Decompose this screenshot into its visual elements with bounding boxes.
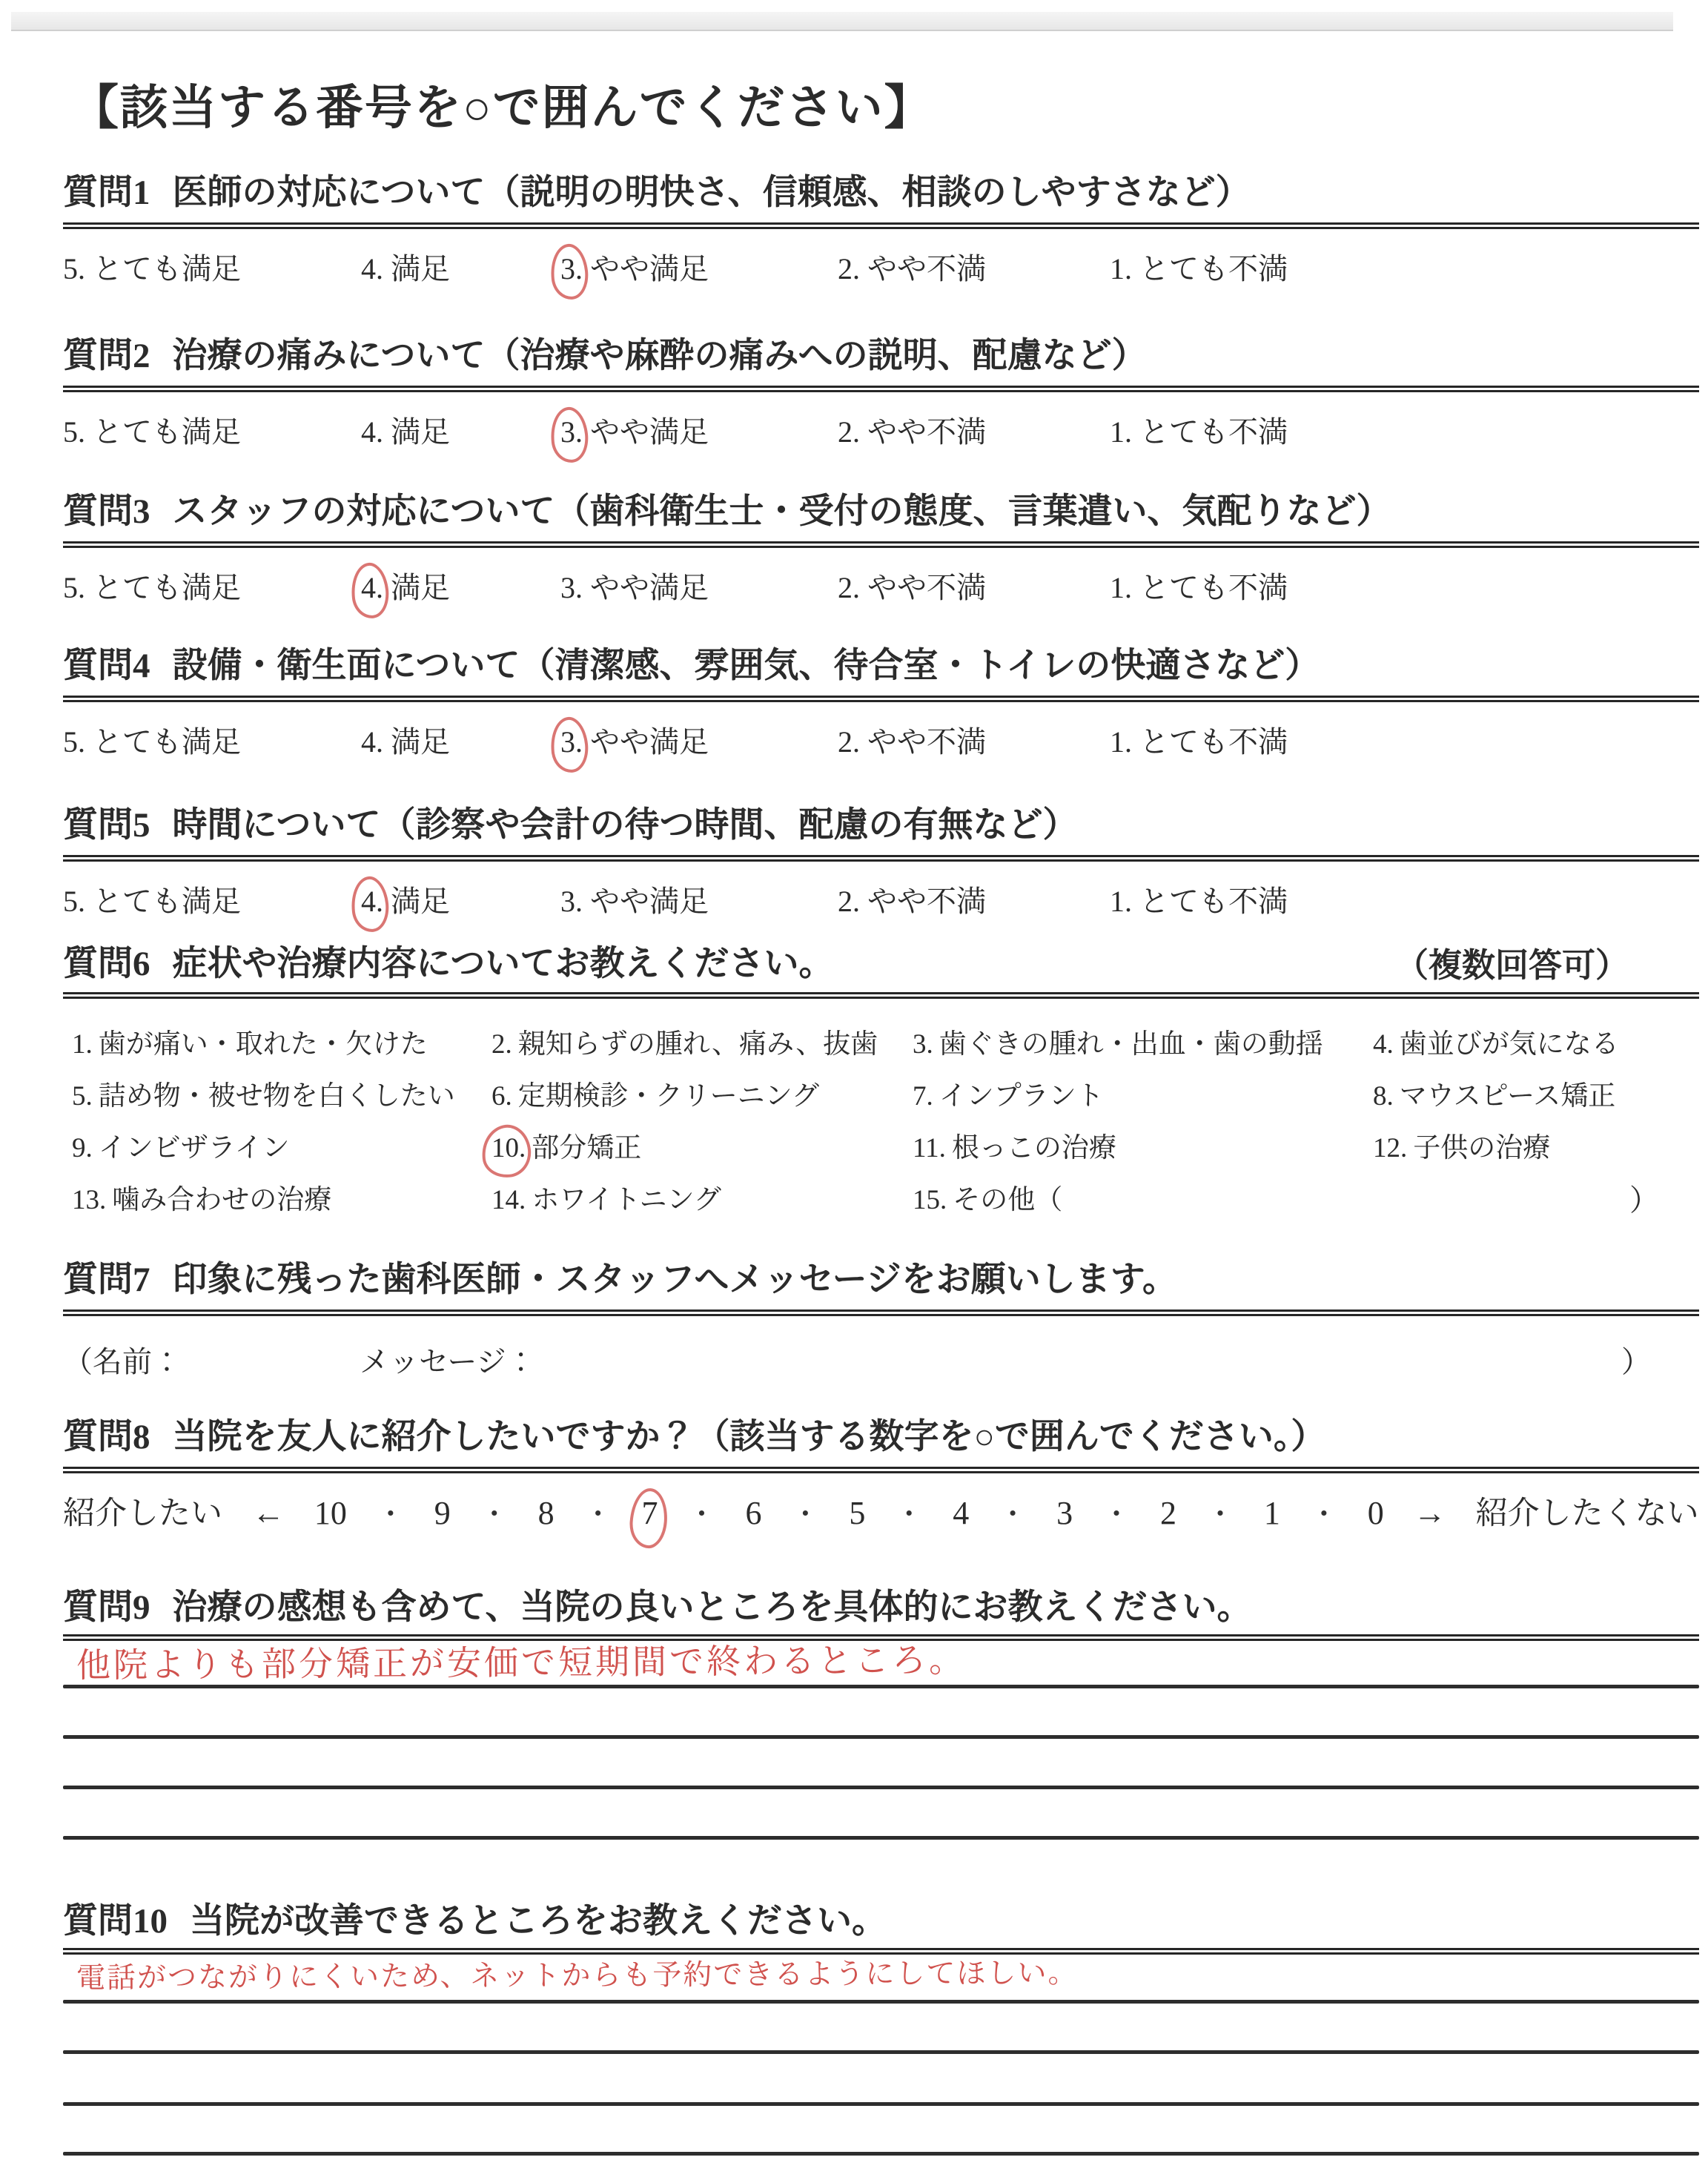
dot-separator: ・ (376, 1499, 405, 1530)
rating-option-label: とても満足 (93, 571, 241, 604)
rating-option-number[interactable]: 2. (838, 415, 860, 449)
nps-number-3[interactable]: 3 (1056, 1495, 1073, 1531)
rating-option-1 (1110, 564, 1288, 607)
rating-option-number[interactable]: 4. (361, 415, 383, 449)
answer-line (63, 2102, 1699, 2106)
question-5-block (63, 805, 1699, 925)
right-arrow-icon: → (1413, 1495, 1446, 1531)
nps-number-10[interactable]: 10 (314, 1495, 347, 1531)
rating-option-2 (838, 719, 986, 761)
option-label: 噛み合わせの治療 (112, 1185, 332, 1215)
nps-number-0[interactable]: 0 (1367, 1495, 1384, 1531)
nps-number-1[interactable]: 1 (1263, 1495, 1280, 1531)
treatment-option-12 (1373, 1125, 1550, 1165)
rating-option-1 (1110, 245, 1288, 288)
handwritten-answer-q10: 電話がつながりにくいため、ネットからも予約できるようにしてほしい。 (76, 1957, 1079, 1995)
heading-underline (63, 992, 1699, 999)
treatment-option-6 (491, 1073, 819, 1113)
rating-option-2 (838, 245, 986, 288)
question-8-block (63, 1416, 1699, 1542)
treatment-option-8 (1373, 1073, 1615, 1113)
rating-options-row (63, 714, 1699, 766)
rating-option-number[interactable]: 1. (1110, 252, 1132, 285)
option-number[interactable]: 1. (72, 1029, 93, 1060)
rating-options-row (63, 404, 1699, 456)
rating-options-row (63, 873, 1699, 925)
page-title: 【該当する番号を○で囲んでください】 (71, 82, 933, 134)
nps-right-label: 紹介したくない (1475, 1496, 1699, 1531)
rating-option-number[interactable]: 1. (1110, 885, 1132, 918)
option-number[interactable]: 14. (491, 1185, 526, 1215)
option-label: マウスピース矯正 (1399, 1081, 1616, 1112)
rating-option-5 (63, 564, 241, 607)
multiple-answers-note: （複数回答可） (1394, 947, 1629, 984)
question-6-heading (63, 943, 1699, 985)
option-number[interactable]: 15. (913, 1185, 947, 1215)
rating-option-label: とても不満 (1139, 725, 1288, 759)
treatment-option-7 (913, 1073, 1104, 1113)
answer-line (63, 1836, 1699, 1840)
rating-option-label: やや不満 (867, 415, 986, 449)
treatment-options-grid (63, 1015, 1699, 1223)
treatment-options-row (63, 1119, 1699, 1171)
rating-option-label: とても満足 (93, 415, 241, 449)
heading-underline (63, 1309, 1699, 1316)
rating-option-label: やや満足 (590, 252, 709, 285)
question-5-heading (63, 805, 1699, 846)
circled-rating-number[interactable]: 3. (560, 725, 583, 759)
handwritten-answer-q9: 他院よりも部分矯正が安価で短期間で終わるところ。 (76, 1641, 967, 1685)
dot-separator: ・ (583, 1499, 612, 1530)
option-number[interactable]: 13. (72, 1185, 107, 1215)
rating-option-number[interactable]: 2. (838, 725, 860, 759)
rating-option-label: やや不満 (867, 571, 986, 604)
dot-separator: ・ (999, 1499, 1027, 1530)
rating-option-label: とても満足 (93, 725, 241, 759)
rating-option-4 (361, 245, 450, 288)
option-number[interactable]: 11. (913, 1133, 946, 1163)
question-9-heading (63, 1587, 1699, 1628)
rating-option-1 (1110, 878, 1288, 920)
question-4-heading (63, 645, 1699, 687)
q7-name-label: （名前： (63, 1345, 182, 1378)
q6-other-close-paren: ） (1629, 1183, 1659, 1217)
dot-separator: ・ (1102, 1499, 1131, 1530)
question-text: 印象に残った歯科医師・スタッフへメッセージをお願いします。 (172, 1261, 1177, 1299)
nps-scale-row (63, 1488, 1699, 1542)
rating-option-number[interactable]: 5. (63, 885, 85, 918)
rating-option-number[interactable]: 1. (1110, 571, 1132, 604)
heading-underline (63, 855, 1699, 862)
question-7-block (63, 1259, 1699, 1378)
rating-option-number[interactable]: 4. (361, 725, 383, 759)
question-text: 設備・衛生面について（清潔感、雰囲気、待合室・トイレの快適さなど） (172, 647, 1320, 685)
question-label: 質問8 (63, 1418, 150, 1456)
question-1-heading (63, 172, 1699, 214)
question-label: 質問3 (63, 492, 150, 531)
question-label: 質問7 (63, 1261, 150, 1299)
question-text: 時間について（診察や会計の待つ時間、配慮の有無など） (172, 806, 1078, 845)
question-label: 質問1 (63, 174, 150, 212)
rating-options-row (63, 241, 1699, 293)
treatment-option-9 (72, 1125, 290, 1165)
rating-option-2 (838, 878, 986, 920)
rating-option-3 (560, 245, 709, 288)
rating-option-label: 満足 (391, 252, 450, 285)
rating-option-label: やや満足 (590, 571, 709, 604)
rating-option-number[interactable]: 3. (560, 571, 583, 604)
option-label: 歯並びが気になる (1399, 1029, 1619, 1060)
question-label: 質問2 (63, 337, 150, 375)
circled-rating-number[interactable]: 4. (361, 885, 383, 918)
question-label: 質問10 (63, 1902, 168, 1941)
rating-option-label: 満足 (391, 571, 450, 604)
nps-number-6[interactable]: 6 (745, 1495, 762, 1531)
rating-option-number[interactable]: 2. (838, 571, 860, 604)
rating-option-label: とても不満 (1139, 252, 1288, 285)
option-label: 親知らずの腫れ、痛み、抜歯 (517, 1029, 878, 1060)
rating-option-label: やや満足 (590, 885, 709, 918)
rating-option-3 (560, 719, 709, 761)
question-text: 当院が改善できるところをお教えください。 (190, 1902, 887, 1941)
rating-option-label: とても不満 (1139, 571, 1288, 604)
question-text: スタッフの対応について（歯科衛生士・受付の態度、言葉遣い、気配りなど） (172, 492, 1391, 531)
heading-underline (63, 696, 1699, 702)
question-text: 医師の対応について（説明の明快さ、信頼感、相談のしやすさなど） (172, 174, 1251, 212)
rating-option-5 (63, 245, 241, 288)
q7-message-label: メッセージ： (360, 1345, 536, 1378)
rating-option-number[interactable]: 2. (838, 885, 860, 918)
rating-option-label: とても満足 (93, 252, 241, 285)
nps-number-8[interactable]: 8 (537, 1495, 555, 1531)
rating-option-number[interactable]: 4. (361, 252, 383, 285)
option-label: 歯ぐきの腫れ・出血・歯の動揺 (939, 1029, 1323, 1060)
rating-option-label: とても満足 (93, 885, 241, 918)
heading-underline (63, 386, 1699, 392)
option-label: 歯が痛い・取れた・欠けた (98, 1029, 428, 1060)
rating-option-5 (63, 409, 241, 451)
circled-rating-number[interactable]: 3. (560, 252, 583, 285)
rating-option-number[interactable]: 5. (63, 415, 85, 449)
option-number[interactable]: 4. (1373, 1029, 1394, 1060)
rating-option-5 (63, 719, 241, 761)
question-3-heading (63, 491, 1699, 532)
nps-left-label: 紹介したい (63, 1496, 222, 1531)
question-text: 症状や治療内容についてお教えください。 (172, 945, 834, 983)
rating-option-4 (361, 409, 450, 451)
question-6-block (63, 943, 1699, 1223)
question-7-heading (63, 1259, 1699, 1301)
treatment-option-3 (913, 1021, 1323, 1061)
treatment-option-11 (913, 1125, 1116, 1165)
option-label: 部分矯正 (532, 1133, 642, 1163)
circled-option-number[interactable]: 10. (491, 1133, 526, 1163)
rating-option-number[interactable]: 3. (560, 885, 583, 918)
nps-number-9[interactable]: 9 (434, 1495, 451, 1531)
option-number[interactable]: 5. (72, 1081, 93, 1112)
option-number[interactable]: 9. (72, 1133, 93, 1163)
dot-separator: ・ (791, 1499, 820, 1530)
heading-underline (63, 541, 1699, 548)
option-number[interactable]: 12. (1373, 1133, 1408, 1163)
rating-option-4 (361, 564, 450, 607)
option-label: インビザライン (98, 1133, 290, 1163)
rating-option-2 (838, 409, 986, 451)
rating-option-4 (361, 878, 450, 920)
rating-option-label: とても不満 (1139, 415, 1288, 449)
question-text: 治療の感想も含めて、当院の良いところを具体的にお教えください。 (172, 1588, 1252, 1627)
option-number[interactable]: 2. (491, 1029, 512, 1060)
left-arrow-icon: ← (251, 1495, 285, 1531)
scan-artifact-band (11, 12, 1673, 31)
option-label: その他（ (953, 1185, 1063, 1215)
answer-line (63, 2050, 1699, 2054)
question-9-block (63, 1587, 1699, 1685)
rating-option-1 (1110, 409, 1288, 451)
q7-message-field[interactable] (545, 1338, 1605, 1374)
rating-option-number[interactable]: 1. (1110, 415, 1132, 449)
heading-underline (63, 1467, 1699, 1473)
circled-rating-number[interactable]: 3. (560, 415, 583, 449)
rating-option-label: やや不満 (867, 725, 986, 759)
q7-name-field[interactable] (193, 1338, 348, 1374)
treatment-option-1 (72, 1021, 428, 1061)
question-4-block (63, 645, 1699, 766)
rating-option-label: とても不満 (1139, 885, 1288, 918)
nps-number-5[interactable]: 5 (849, 1495, 866, 1531)
rating-option-3 (560, 878, 709, 920)
option-number[interactable]: 7. (913, 1081, 933, 1112)
question-1-block (63, 172, 1699, 293)
question-3-block (63, 491, 1699, 612)
rating-option-number[interactable]: 5. (63, 725, 85, 759)
rating-option-label: やや不満 (867, 252, 986, 285)
treatment-option-10 (491, 1125, 641, 1165)
rating-option-2 (838, 564, 986, 607)
rating-option-number[interactable]: 2. (838, 252, 860, 285)
question-label: 質問5 (63, 806, 150, 845)
rating-options-row (63, 560, 1699, 612)
dot-separator: ・ (1205, 1499, 1234, 1530)
dot-separator: ・ (480, 1499, 509, 1530)
treatment-option-14 (491, 1177, 721, 1217)
option-number[interactable]: 6. (491, 1081, 512, 1112)
option-label: 子供の治療 (1413, 1133, 1551, 1163)
treatment-option-15 (913, 1177, 1062, 1217)
rating-option-label: やや満足 (590, 725, 709, 759)
dot-separator: ・ (687, 1499, 716, 1530)
answer-line (63, 1735, 1699, 1739)
rating-option-label: やや満足 (590, 415, 709, 449)
treatment-options-row (63, 1015, 1699, 1067)
dot-separator: ・ (1309, 1499, 1338, 1530)
q7-close-paren: ） (1621, 1345, 1651, 1378)
rating-option-label: 満足 (391, 725, 450, 759)
question-2-heading (63, 335, 1699, 377)
question-label: 質問9 (63, 1588, 150, 1627)
question-label: 質問4 (63, 647, 150, 685)
circled-nps-number[interactable]: 7 (641, 1495, 658, 1531)
option-number[interactable]: 8. (1373, 1081, 1394, 1112)
option-label: 定期検診・クリーニング (517, 1081, 820, 1112)
answer-line (63, 2152, 1699, 2156)
rating-option-3 (560, 564, 709, 607)
treatment-options-row (63, 1067, 1699, 1119)
option-label: 詰め物・被せ物を白くしたい (98, 1081, 455, 1112)
rating-option-label: やや不満 (867, 885, 986, 918)
treatment-option-13 (72, 1177, 331, 1217)
heading-underline (63, 222, 1699, 229)
option-label: 根っこの治療 (951, 1133, 1116, 1163)
question-text: 当院を友人に紹介したいですか？（該当する数字を○で囲んでください。） (172, 1418, 1326, 1456)
rating-option-number[interactable]: 5. (63, 252, 85, 285)
dot-separator: ・ (895, 1499, 924, 1530)
option-label: ホワイトニング (532, 1185, 721, 1215)
answer-line (63, 2000, 1699, 2004)
rating-option-5 (63, 878, 241, 920)
circled-rating-number[interactable]: 4. (361, 571, 383, 604)
rating-option-label: 満足 (391, 885, 450, 918)
option-label: インプラント (939, 1081, 1104, 1112)
treatment-option-4 (1373, 1021, 1619, 1061)
rating-option-label: 満足 (391, 415, 450, 449)
question-10-block (63, 1900, 1699, 1995)
question-8-heading (63, 1416, 1699, 1458)
rating-option-1 (1110, 719, 1288, 761)
rating-option-number[interactable]: 1. (1110, 725, 1132, 759)
rating-option-number[interactable]: 5. (63, 571, 85, 604)
question-2-block (63, 335, 1699, 456)
question-10-heading (63, 1900, 1699, 1942)
nps-number-4[interactable]: 4 (953, 1495, 970, 1531)
treatment-option-2 (491, 1021, 878, 1061)
treatment-option-5 (72, 1073, 455, 1113)
rating-option-3 (560, 409, 709, 451)
name-message-row (63, 1332, 1699, 1378)
treatment-options-row (63, 1171, 1699, 1223)
question-text: 治療の痛みについて（治療や麻酔の痛みへの説明、配慮など） (172, 337, 1147, 375)
nps-number-2[interactable]: 2 (1160, 1495, 1176, 1531)
question-label: 質問6 (63, 945, 150, 983)
rating-option-4 (361, 719, 450, 761)
answer-line (63, 1786, 1699, 1789)
option-number[interactable]: 3. (913, 1029, 933, 1060)
